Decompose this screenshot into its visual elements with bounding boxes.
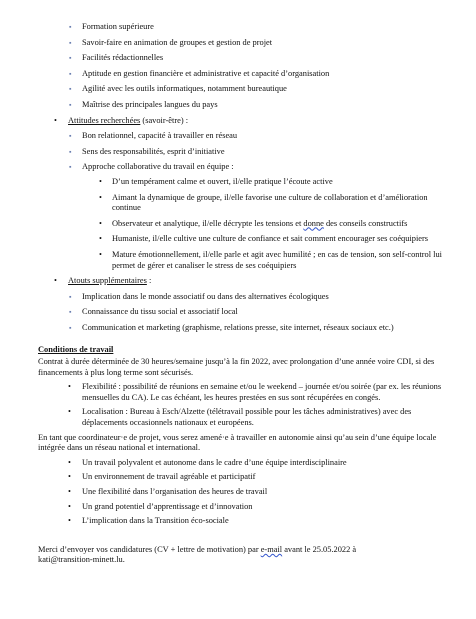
list-item: ▪ Implication dans le monde associatif ou dans des alternatives écologiques — [82, 292, 446, 303]
list-item: • Un grand potentiel d’apprentissage et d’innovation — [82, 502, 446, 513]
list-item: • Flexibilité : possibilité de réunions en semaine et/ou le weekend – journée et/ou soirée (par ex. les réunions mensuelles du CA). Le cas échéant, les heures prestées en sus sont récupérées en congés. — [82, 382, 446, 403]
attitudes-section — [54, 115, 446, 272]
list-item-label: Approche collaborative du travail en équipe : — [82, 162, 234, 172]
attitudes-heading: Attitudes recherchées — [68, 115, 141, 125]
conditions-title: Conditions de travail — [38, 345, 114, 355]
list-item: ▪ Bon relationnel, capacité à travailler en réseau — [82, 131, 446, 142]
qualifications-list — [82, 22, 446, 111]
contact-email[interactable]: kati@transition-minett.lu. — [38, 555, 125, 565]
bullet-icon: • — [54, 276, 57, 286]
conditions-intro: Contrat à durée déterminée de 30 heures/semaine jusqu’à la fin 2022, avec prolongation d’une année voire CDI, si des financements à plus long terme sont sécurisés. — [38, 357, 435, 377]
list-item: ▪ Savoir-faire en animation de groupes et gestion de projet — [82, 38, 446, 49]
conditions-points — [82, 382, 446, 428]
list-item: ▪ Formation supérieure — [82, 22, 446, 33]
bullet-icon: • — [54, 115, 57, 125]
attitudes-list — [82, 131, 446, 271]
atouts-heading-suffix: : — [146, 276, 152, 286]
sub-list-item: • Observateur et analytique, il/elle décrypte les tensions et donne des conseils constructifs — [112, 219, 446, 230]
atouts-section — [54, 276, 446, 333]
atouts-list — [82, 292, 446, 334]
list-item — [82, 162, 446, 271]
list-item: ▪ Communication et marketing (graphisme, relations presse, site internet, réseaux sociaux etc.) — [82, 323, 446, 334]
attitudes-heading-suffix: (savoir-être) : — [140, 115, 189, 125]
list-item: ▪ Facilités rédactionnelles — [82, 53, 446, 64]
benefits-list — [82, 458, 446, 527]
list-item: • Un environnement de travail agréable et participatif — [82, 472, 446, 483]
atouts-heading: Atouts supplémentaires — [68, 276, 147, 286]
list-item: ▪ Agilité avec les outils informatiques, notamment bureautique — [82, 84, 446, 95]
list-item: • Une flexibilité dans l’organisation des heures de travail — [82, 487, 446, 498]
closing-text: Merci d’envoyer vos candidatures (CV + lettre de motivation) par — [38, 544, 261, 554]
closing-paragraph — [38, 545, 446, 566]
list-item: • Localisation : Bureau à Esch/Alzette (télétravail possible pour les tâches administratives) avec des déplacements occasionnels nationaux et européens. — [82, 407, 446, 428]
sub-list-item: • Humaniste, il/elle cultive une culture de confiance et sait comment encourager ses coéquipiers — [112, 234, 446, 245]
list-item: ▪ Sens des responsabilités, esprit d’initiative — [82, 147, 446, 158]
closing-text-after: avant le 25.05.2022 à — [282, 544, 357, 554]
list-item: ▪ Maîtrise des principales langues du pays — [82, 100, 446, 111]
email-word: e-mail — [260, 544, 283, 554]
sub-list-item: • D’un tempérament calme et ouvert, il/elle pratique l’écoute active — [112, 177, 446, 188]
sub-list-item: • Aimant la dynamique de groupe, il/elle favorise une culture de collaboration et d’amélioration continue — [112, 193, 446, 214]
list-item: • Un travail polyvalent et autonome dans le cadre d’une équipe interdisciplinaire — [82, 458, 446, 469]
list-item: ▪ Aptitude en gestion financière et administrative et capacité d’organisation — [82, 69, 446, 80]
list-item: ▪ Connaissance du tissu social et associatif local — [82, 307, 446, 318]
main-list — [54, 115, 446, 334]
sub-list-item: • Mature émotionnellement, il/elle parle et agit avec humilité ; en cas de tension, son self-control lui permet de gérer et canaliser le stress de ses coéquipiers — [112, 250, 446, 271]
spellcheck-word: donne — [303, 218, 324, 228]
list-item: • L’implication dans la Transition éco-sociale — [82, 516, 446, 527]
autonomy-paragraph: En tant que coordinateur·e de projet, vous serez amené·e à travailler en autonomie ainsi qu’au sein d’une équipe locale intégrée dans un réseau national et international. — [38, 432, 437, 453]
collaboration-sublist — [112, 177, 446, 271]
